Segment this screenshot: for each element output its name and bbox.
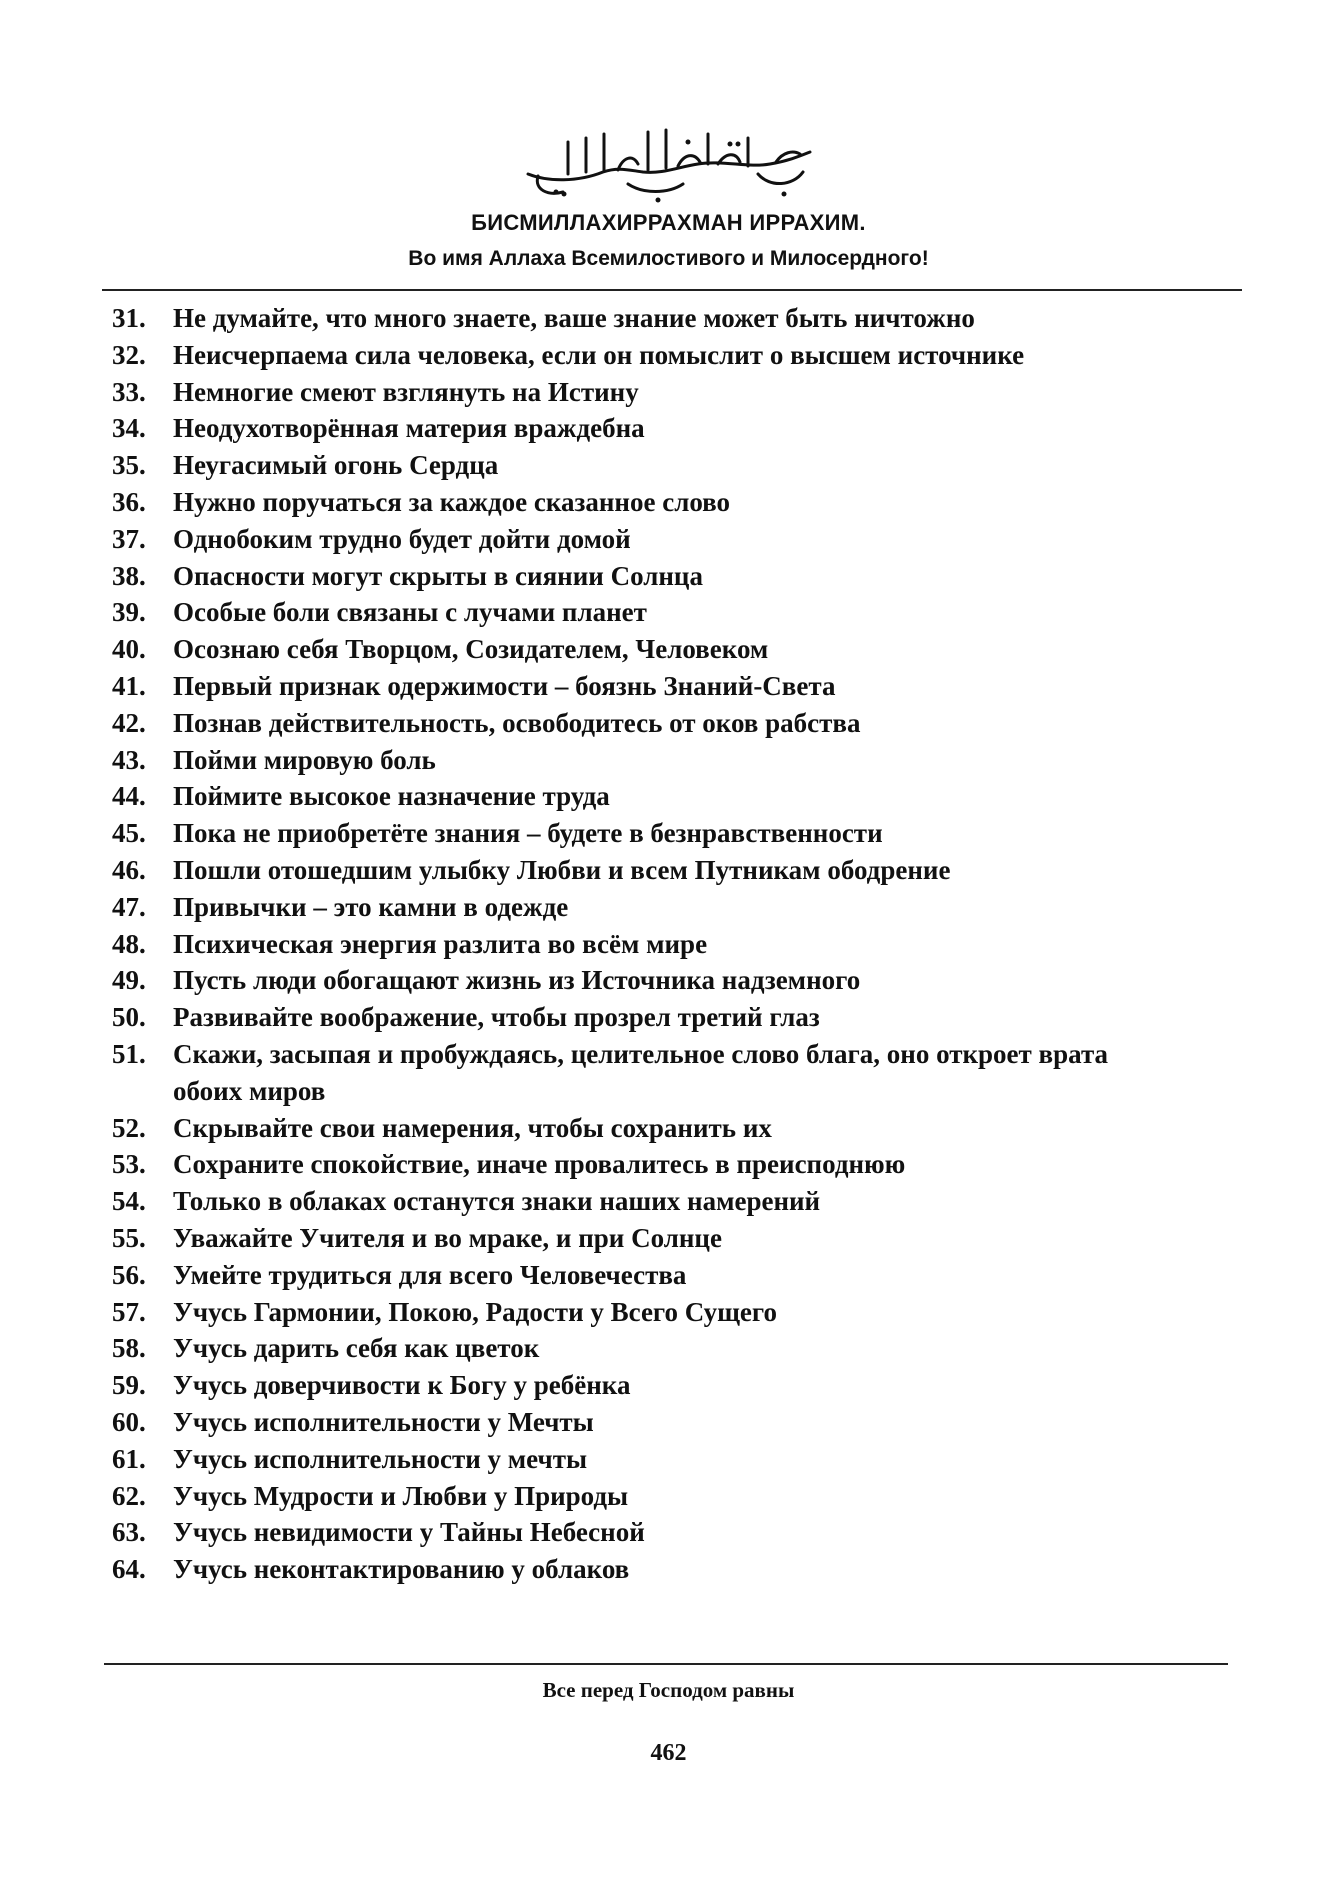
item-text: Неодухотворённая материя враждебна bbox=[173, 413, 645, 444]
list-item bbox=[112, 1294, 1232, 1331]
list-item bbox=[112, 300, 1232, 337]
item-number: 35. bbox=[112, 450, 146, 481]
item-text: Поймите высокое назначение труда bbox=[173, 781, 610, 812]
item-text: Особые боли связаны с лучами планет bbox=[173, 597, 647, 628]
list-item bbox=[112, 1404, 1232, 1441]
item-text: Пусть люди обогащают жизнь из Источника надземного bbox=[173, 965, 861, 996]
arabic-basmala-calligraphy-icon bbox=[508, 112, 828, 212]
item-number: 39. bbox=[112, 597, 146, 628]
item-text: Неугасимый огонь Сердца bbox=[173, 450, 499, 481]
item-number: 41. bbox=[112, 670, 146, 701]
item-text: Не думайте, что много знаете, ваше знание может быть ничтожно bbox=[173, 303, 975, 333]
item-number: 61. bbox=[112, 1443, 146, 1474]
item-text: Опасности могут скрыты в сиянии Солнца bbox=[173, 560, 703, 591]
list-item bbox=[112, 337, 1232, 374]
item-number: 59. bbox=[112, 1370, 146, 1401]
list-item bbox=[112, 815, 1232, 852]
item-number: 34. bbox=[112, 413, 146, 444]
item-text: Учусь доверчивости к Богу у ребёнка bbox=[173, 1370, 631, 1401]
list-item bbox=[112, 778, 1232, 815]
item-number: 58. bbox=[112, 1333, 146, 1364]
item-text: Учусь неконтактированию у облаков bbox=[173, 1554, 630, 1585]
item-number: 42. bbox=[112, 707, 146, 738]
list-item bbox=[112, 521, 1232, 558]
item-number: 54. bbox=[112, 1186, 146, 1217]
item-text: Скрывайте свои намерения, чтобы сохранить их bbox=[173, 1112, 772, 1143]
item-text: Сохраните спокойствие, иначе провалитесь в преисподнюю bbox=[173, 1149, 906, 1180]
list-item bbox=[112, 558, 1232, 595]
item-text: Познав действительность, освободитесь от оков рабства bbox=[173, 707, 861, 738]
list-item bbox=[112, 1551, 1232, 1588]
list-item bbox=[112, 1441, 1232, 1478]
item-number: 33. bbox=[112, 376, 146, 407]
item-text: Учусь Мудрости и Любви у Природы bbox=[173, 1480, 629, 1511]
list-item bbox=[112, 962, 1232, 999]
item-number: 52. bbox=[112, 1112, 146, 1143]
item-number: 56. bbox=[112, 1259, 146, 1290]
list-item bbox=[112, 1183, 1232, 1220]
item-number: 46. bbox=[112, 854, 146, 885]
item-text: Пока не приобретёте знания – будете в безнравственности bbox=[173, 818, 883, 849]
item-number: 49. bbox=[112, 965, 146, 996]
list-item bbox=[112, 447, 1232, 484]
list-item bbox=[112, 484, 1232, 521]
list-item bbox=[112, 1478, 1232, 1515]
item-text: Уважайте Учителя и во мраке, и при Солнце bbox=[173, 1222, 722, 1253]
list-item bbox=[112, 410, 1232, 447]
item-text: Учусь Гармонии, Покою, Радости у Всего Сущего bbox=[173, 1296, 777, 1327]
list-item bbox=[112, 594, 1232, 631]
list-item bbox=[112, 668, 1232, 705]
item-number: 38. bbox=[112, 560, 146, 591]
list-item bbox=[112, 1367, 1232, 1404]
list-item bbox=[112, 999, 1232, 1036]
item-text: Неисчерпаема сила человека, если он помыслит о высшем источнике bbox=[173, 339, 1025, 370]
item-text: Нужно поручаться за каждое сказанное слово bbox=[173, 486, 731, 517]
item-text: Только в облаках останутся знаки наших намерений bbox=[173, 1186, 821, 1217]
list-item bbox=[112, 1514, 1232, 1551]
list-item bbox=[112, 852, 1232, 889]
item-text: Однобоким трудно будет дойти домой bbox=[173, 523, 631, 554]
item-number: 57. bbox=[112, 1296, 146, 1327]
item-number: 51. bbox=[112, 1038, 146, 1069]
item-text: Немногие смеют взглянуть на Истину bbox=[173, 376, 639, 407]
maxims-list bbox=[112, 300, 1232, 1588]
list-item bbox=[112, 742, 1232, 779]
header-title: БИСМИЛЛАХИРРАХМАН ИРРАХИМ. bbox=[471, 210, 866, 235]
item-number: 43. bbox=[112, 744, 146, 775]
bottom-divider bbox=[104, 1663, 1228, 1665]
list-item bbox=[112, 631, 1232, 668]
list-item bbox=[112, 1146, 1232, 1183]
item-text: Учусь исполнительности у Мечты bbox=[173, 1406, 594, 1437]
item-text: Осознаю себя Творцом, Созидателем, Человеком bbox=[173, 634, 769, 665]
item-text: Развивайте воображение, чтобы прозрел третий глаз bbox=[173, 1002, 820, 1033]
item-text: Пошли отошедшим улыбку Любви и всем Путникам ободрение bbox=[173, 854, 951, 885]
item-number: 37. bbox=[112, 523, 146, 554]
list-item bbox=[112, 374, 1232, 411]
item-number: 31. bbox=[112, 303, 146, 333]
item-number: 55. bbox=[112, 1222, 146, 1253]
item-number: 48. bbox=[112, 928, 146, 959]
item-number: 60. bbox=[112, 1406, 146, 1437]
list-item bbox=[112, 889, 1232, 926]
top-divider bbox=[102, 289, 1242, 291]
item-number: 47. bbox=[112, 891, 146, 922]
item-text: Первый признак одержимости – боязнь Знаний-Света bbox=[173, 670, 836, 701]
header-subtitle: Во имя Аллаха Всемилостивого и Милосердного! bbox=[408, 247, 929, 270]
footer-motto: Все перед Господом равны bbox=[542, 1678, 795, 1702]
list-item bbox=[112, 705, 1232, 742]
list-item bbox=[112, 1110, 1232, 1147]
item-number: 50. bbox=[112, 1002, 146, 1033]
item-text: Умейте трудиться для всего Человечества bbox=[173, 1259, 687, 1290]
item-number: 44. bbox=[112, 781, 146, 812]
list-item bbox=[112, 1330, 1232, 1367]
item-number: 40. bbox=[112, 634, 146, 665]
item-number: 64. bbox=[112, 1554, 146, 1585]
list-item bbox=[112, 926, 1232, 963]
item-number: 63. bbox=[112, 1517, 146, 1548]
item-number: 53. bbox=[112, 1149, 146, 1180]
item-text: Скажи, засыпая и пробуждаясь, целительное слово блага, оно откроет врата обоих миров bbox=[173, 1038, 1109, 1106]
item-number: 36. bbox=[112, 486, 146, 517]
item-text: Психическая энергия разлита во всём мире bbox=[173, 928, 708, 959]
page-number: 462 bbox=[650, 1740, 687, 1766]
item-text: Учусь исполнительности у мечты bbox=[173, 1443, 588, 1474]
item-number: 45. bbox=[112, 818, 146, 849]
item-number: 32. bbox=[112, 339, 146, 370]
item-number: 62. bbox=[112, 1480, 146, 1511]
item-text: Пойми мировую боль bbox=[173, 744, 436, 775]
list-item bbox=[112, 1220, 1232, 1257]
item-text: Привычки – это камни в одежде bbox=[173, 891, 569, 922]
item-text: Учусь невидимости у Тайны Небесной bbox=[173, 1517, 645, 1548]
list-item bbox=[112, 1036, 1232, 1110]
list-item bbox=[112, 1257, 1232, 1294]
item-text: Учусь дарить себя как цветок bbox=[173, 1333, 540, 1364]
